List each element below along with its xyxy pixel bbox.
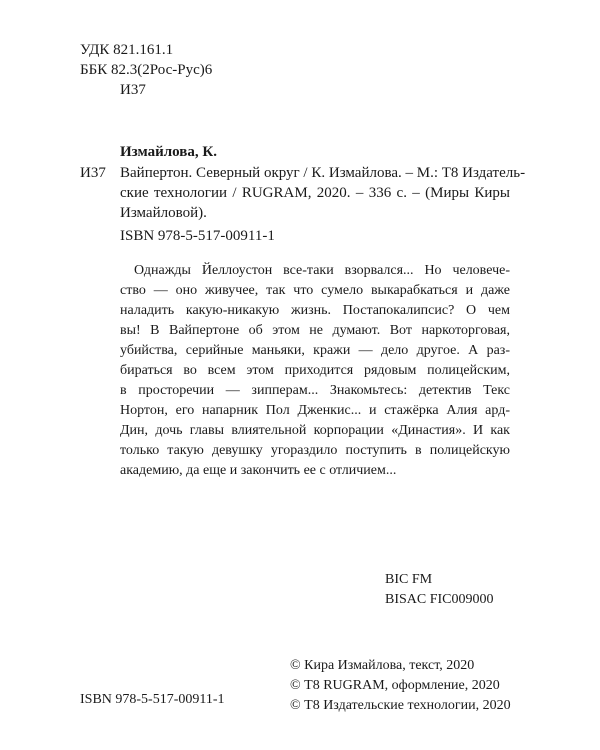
entry-description-line: Измайловой). [120,205,207,221]
footer-isbn: ISBN 978-5-517-00911-1 [80,692,225,707]
annotation-line: в просторечии — зипперам... Знакомьтесь: детектив Текс [120,383,510,398]
copyright-line: © Т8 Издательские технологии, 2020 [290,698,511,713]
entry-side-mark: И37 [80,165,106,181]
entry-isbn: ISBN 978-5-517-00911-1 [120,228,275,244]
copyright-line: © Кира Измайлова, текст, 2020 [290,658,475,673]
annotation-line: только такую девушку угораздило поступить в полицейскую [120,443,510,458]
bisac-code: BISAC FIC009000 [385,592,494,607]
annotation [120,261,510,481]
annotation-line: вы! В Вайпертоне об этом не думают. Вот наркоторговая, [120,323,510,338]
author-mark: И37 [120,82,146,98]
copyright-block [290,656,511,716]
entry-description [120,163,526,223]
copyright-line: © Т8 RUGRAM, оформление, 2020 [290,678,500,693]
annotation-line: Нортон, его напарник Пол Дженкис... и стажёрка Алия ард- [120,403,510,418]
entry-description-line: Вайпертон. Северный округ / К. Измайлова. – М.: Т8 Издатель- [120,165,526,181]
annotation-line: убийства, серийные маньяки, кражи — дело другое. А раз- [120,343,510,358]
annotation-line: Дин, дочь главы влиятельной корпорации «Династия». И как [120,423,510,438]
udk-code: УДК 821.161.1 [80,42,174,58]
bbk-code: ББК 82.3(2Рос-Рус)6 [80,62,213,78]
annotation-line: Однажды Йеллоустон все-таки взорвался... Но человече- [134,263,510,278]
bic-code: BIC FM [385,572,433,587]
annotation-line: бираться во всем этом приходится рядовым полицейским, [120,363,510,378]
entry-description-line: ские технологии / RUGRAM, 2020. – 336 с. – (Миры Киры [120,185,510,201]
annotation-line: наладить какую-никакую жизнь. Постапокалипсис? О чем [120,303,510,318]
annotation-line: ство — оно живучее, так что сумело выкарабкаться и даже [120,283,510,298]
entry-author: Измайлова, К. [120,144,218,160]
annotation-line: академию, да еще и закончить ее с отличием... [120,463,397,478]
